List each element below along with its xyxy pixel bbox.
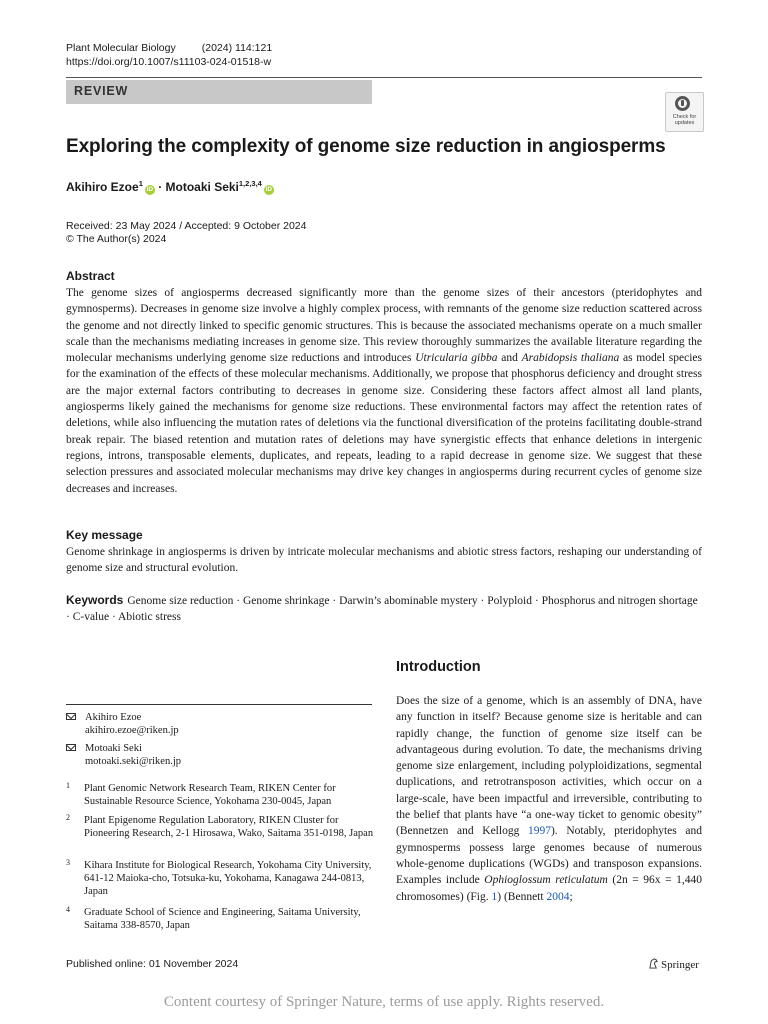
check-for-updates-button[interactable] — [665, 92, 704, 132]
journal-volume: (2024) 114:121 — [201, 42, 273, 54]
published-date: Published online: 01 November 2024 — [66, 958, 239, 970]
article-dates — [66, 220, 307, 246]
contact-name: Akihiro Ezoe — [85, 712, 142, 723]
species-name: Utricularia gibba — [415, 352, 498, 365]
affiliation-number: 1 — [66, 781, 70, 790]
key-message-text: Genome shrinkage in angiosperms is driven by intricate molecular mechanisms and abiotic stress factors, reshaping our understanding of genome size and structural evolution. — [66, 546, 702, 575]
species-name: Arabidopsis thaliana — [521, 352, 620, 365]
article-type-band — [66, 80, 372, 104]
author-name[interactable]: Motoaki Seki — [165, 180, 239, 194]
contact-email[interactable]: akihiro.ezoe@riken.jp — [85, 725, 179, 736]
affiliation-item — [66, 859, 372, 898]
citation-link[interactable]: 2004 — [546, 890, 570, 903]
received-accepted-dates: Received: 23 May 2024 / Accepted: 9 October 2024 — [66, 220, 307, 232]
introduction-heading: Introduction — [396, 659, 481, 675]
keywords-label: Keywords — [66, 593, 124, 607]
author-affiliation-ref: 1 — [138, 179, 143, 188]
affiliation-item — [66, 906, 372, 932]
affiliation-text: Plant Epigenome Regulation Laboratory, RIKEN Cluster for Pioneering Research, 2-1 Hirosawa, Wako, Saitama 351-0198, Japan — [84, 815, 374, 839]
affiliation-text: Graduate School of Science and Engineering, Saitama University, Saitama 338-8570, Japan — [84, 907, 361, 931]
journal-name: Plant Molecular Biology — [66, 42, 176, 54]
figure-link[interactable]: 1 — [491, 890, 498, 903]
contact-name: Motoaki Seki — [85, 743, 142, 754]
contact-entry — [66, 742, 372, 768]
species-name: Ophioglossum reticulatum — [484, 874, 608, 887]
affiliation-text: Kihara Institute for Biological Research, Yokohama City University, 641-12 Maioka-cho, Totsuka-ku, Yokohama, Kanagawa 244-0813, Japan — [84, 860, 372, 897]
article-title: Exploring the complexity of genome size reduction in angiosperms — [66, 136, 666, 157]
publisher-name: Springer — [661, 959, 699, 971]
affiliation-number: 4 — [66, 905, 70, 914]
affiliation-number: 3 — [66, 858, 70, 867]
mail-icon — [66, 713, 76, 720]
author-list — [66, 179, 274, 195]
affiliation-item — [66, 814, 372, 853]
springer-horse-icon — [648, 958, 659, 969]
journal-citation — [66, 42, 272, 54]
footnote-divider — [66, 704, 372, 705]
mail-icon — [66, 744, 76, 751]
key-message-heading: Key message — [66, 528, 143, 542]
article-type-label: REVIEW — [74, 84, 129, 98]
author-affiliation-ref: 1,2,3,4 — [238, 179, 262, 188]
abstract-text: The genome sizes of angiosperms decreased significantly more than the genome sizes of their ancestors (pteridophytes and gymnosperms). Decreases in genome size involve a highly complex process, with remnants of the genome size reduction scattered across the genome and not directly linked to specific genomic structures. This is because the associated mechanisms operate on a much smaller scale than the mechanisms mediating increases in genome size. This review thoroughly summarizes the available literature regarding the molecular mechanisms underlying genome size reductions and introduces Utricularia gibba and Arabidopsis thaliana as model species for the examination of the effects of these molecular mechanisms. Additionally, we propose that phosphorus deficiency and drought stress are the major external factors contributing to decreases in genome size. Considering these factors affect almost all land plants, angiosperms likely gained the mechanisms for genome size reductions. These environmental factors may affect the retention rates of deletions, while also influencing the mutation rates of deletions via the functional diversification of the proteins facilitating double-strand break repair. The biased retention and mutation rates of deletions may have synergistic effects that enhance deletions in intergenic regions, introns, transposable elements, duplicates, and repeats, leading to a rapid decrease in genome size. We suggest that these selection pressures and associated molecular mechanisms may drive key changes in angiosperms during recurrent cycles of genome size decreases and increases. — [66, 287, 702, 495]
keywords-list: Genome size reduction · Genome shrinkage · Darwin’s abominable mystery · Polyploid · Phosphorus and nitrogen shortage · C-value · Abiotic stress — [66, 595, 698, 624]
copyright-line: © The Author(s) 2024 — [66, 233, 167, 245]
check-updates-label: Check for updates — [672, 114, 697, 126]
doi-link[interactable]: https://doi.org/10.1007/s11103-024-01518-w — [66, 56, 272, 68]
affiliation-item — [66, 782, 372, 808]
check-updates-icon — [675, 96, 690, 111]
contact-email[interactable]: motoaki.seki@riken.jp — [85, 756, 181, 767]
author-separator: · — [154, 180, 166, 194]
introduction-text: Does the size of a genome, which is an assembly of DNA, have any function in itself? Because genome size is heritable and can rapidly change, the function of genome size itself can be advantageous during evolution. To date, the mechanisms driving genome size enlargement, including polyploidizations, segmental duplications, and retrotransposon activities, which occur on a large-scale, have been impactful and irreversible, contributing to the belief that plants have “a one-way ticket to genomic obesity” (Bennetzen and Kellogg 1997). Notably, pteridophytes and gymnosperms possess large genomes because of numerous whole-genome duplications (WGDs) and transposon expansions. Examples include Ophioglossum reticulatum (2n = 96x = 1,440 chromosomes) (Fig. 1) (Bennett 2004; — [396, 695, 702, 903]
citation-link[interactable]: 1997 — [527, 825, 551, 838]
header-divider — [66, 77, 702, 78]
author-name[interactable]: Akihiro Ezoe — [66, 180, 139, 194]
affiliation-text: Plant Genomic Network Research Team, RIKEN Center for Sustainable Resource Science, Yokohama 230-0045, Japan — [84, 783, 336, 807]
contact-entry — [66, 711, 372, 737]
orcid-icon[interactable]: iD — [146, 186, 154, 193]
abstract-heading: Abstract — [66, 269, 115, 283]
courtesy-notice: Content courtesy of Springer Nature, terms of use apply. Rights reserved. — [163, 994, 605, 1010]
orcid-icon[interactable]: iD — [265, 186, 273, 193]
keywords — [66, 592, 702, 626]
affiliation-number: 2 — [66, 813, 70, 822]
publisher-logo — [648, 958, 699, 971]
